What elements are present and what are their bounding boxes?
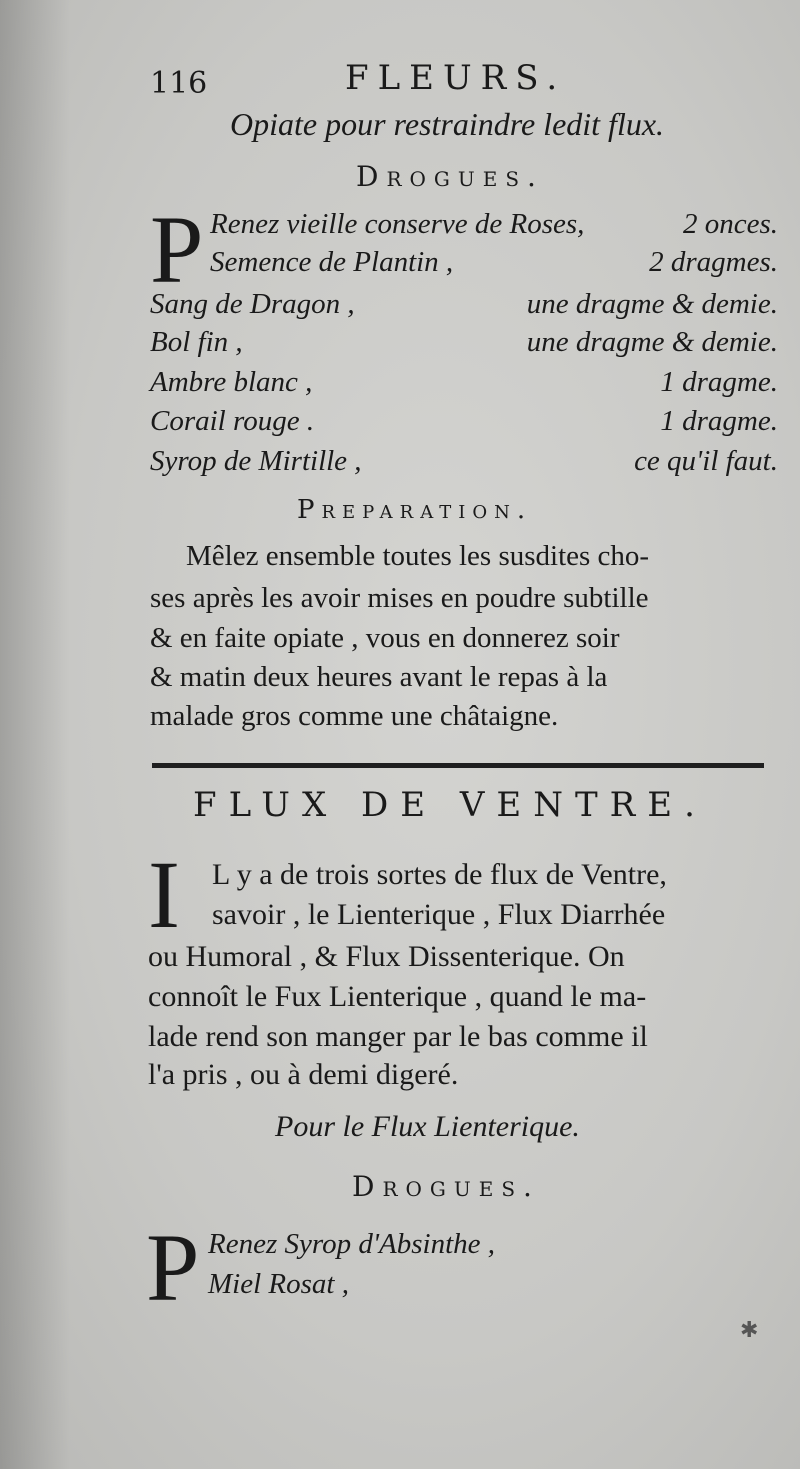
drop-cap: P [150, 196, 204, 303]
ingredient-name: Sang de Dragon , [150, 288, 355, 320]
paragraph-line: connoît le Fux Lienterique , quand le ma- [148, 980, 647, 1013]
ink-mark-icon: ✱ [740, 1318, 759, 1343]
paragraph-line: l'a pris , ou à demi digeré. [148, 1058, 459, 1091]
ingredient-name: Ambre blanc , [150, 366, 313, 398]
ingredient-quantity: 1 dragme. [660, 405, 778, 437]
drogues-heading: Drogues. [356, 160, 544, 193]
ingredient-name: Bol fin , [150, 326, 243, 358]
paragraph-line: malade gros comme une châtaigne. [150, 700, 559, 732]
paragraph-line: ses après les avoir mises en poudre subtille [150, 582, 649, 614]
recipe-title: Opiate pour restraindre ledit flux. [230, 106, 665, 142]
page-number: 116 [150, 66, 208, 101]
ingredient-quantity: 1 dragme. [660, 366, 778, 398]
running-head: FLEURS. [345, 58, 567, 98]
ingredient-name: Syrop de Mirtille , [150, 445, 362, 477]
ingredient-name: Renez Syrop d'Absinthe , [208, 1228, 496, 1260]
recipe-subtitle: Pour le Flux Lienterique. [275, 1110, 580, 1143]
preparation-heading: Preparation. [297, 495, 533, 525]
paragraph-line: & matin deux heures avant le repas à la [150, 661, 608, 693]
ingredient-quantity: ce qu'il faut. [634, 445, 778, 477]
drogues-heading: Drogues. [352, 1170, 540, 1203]
ingredient-quantity: une dragme & demie. [526, 326, 778, 358]
ingredient-name: Renez vieille conserve de Roses, [210, 208, 585, 240]
ingredient-name: Miel Rosat , [208, 1268, 349, 1300]
paragraph-line: lade rend son manger par le bas comme il [148, 1020, 648, 1053]
paragraph-line: Mêlez ensemble toutes les susdites cho- [186, 540, 650, 572]
ingredient-name: Semence de Plantin , [210, 246, 454, 278]
paragraph-line: ou Humoral , & Flux Dissenterique. On [148, 940, 625, 973]
drop-cap: I [148, 841, 180, 948]
drop-cap: P [146, 1214, 200, 1321]
spine-shadow [0, 0, 70, 1469]
ingredient-name: Corail rouge . [150, 405, 315, 437]
section-divider [152, 763, 764, 768]
paragraph-line: savoir , le Lienterique , Flux Diarrhée [212, 898, 666, 931]
ingredient-quantity: une dragme & demie. [526, 288, 778, 320]
ingredient-quantity: 2 onces. [682, 208, 778, 240]
section-title: FLUX DE VENTRE. [193, 785, 707, 825]
ingredient-quantity: 2 dragmes. [649, 246, 778, 278]
paragraph-line: L y a de trois sortes de flux de Ventre, [212, 858, 667, 891]
paragraph-line: & en faite opiate , vous en donnerez soir [150, 622, 620, 654]
